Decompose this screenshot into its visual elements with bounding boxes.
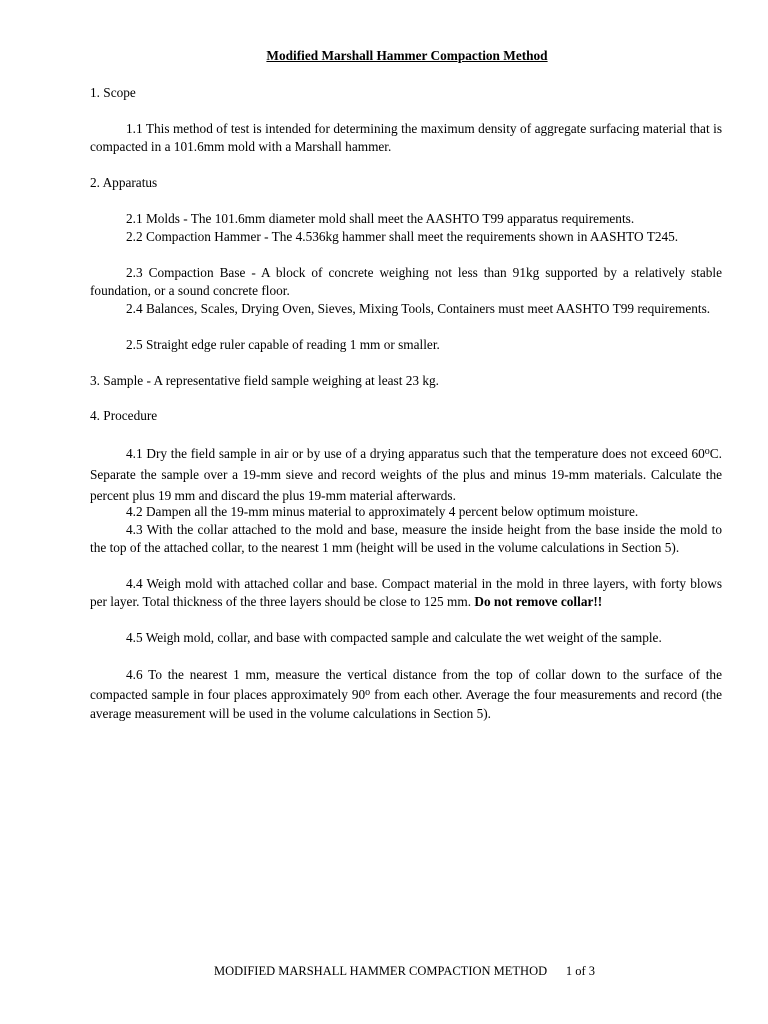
item-4-3: [90, 521, 722, 557]
item-2-4: [90, 300, 722, 318]
section-heading-apparatus: 2. Apparatus: [90, 175, 158, 190]
footer-title: MODIFIED MARSHALL HAMMER COMPACTION METHOD: [214, 964, 548, 978]
item-4-6-text-a: 4.6 To the nearest 1 mm, measure the vertical distance from the top of collar down to the surface of the compacted sample in four places approximately 90: [90, 667, 722, 702]
item-2-3-text: 2.3 Compaction Base - A block of concrete weighing not less than 91kg supported by a relatively stable foundation, or a sound concrete floor.: [90, 265, 722, 298]
section-heading-procedure: 4. Procedure: [90, 408, 158, 423]
do-not-remove-collar-warning: Do not remove collar!!: [474, 594, 603, 609]
item-4-2-text: 4.2 Dampen all the 19-mm minus material to approximately 4 percent below optimum moisture.: [126, 504, 639, 519]
item-4-1-text-a: 4.1 Dry the field sample in air or by use of a drying apparatus such that the temperature does not exceed 60: [126, 446, 705, 461]
paragraph-1-1: [90, 120, 722, 156]
page-number: 1 of 3: [565, 964, 596, 978]
item-2-3: [90, 264, 722, 300]
item-2-1-text: 2.1 Molds - The 101.6mm diameter mold shall meet the AASHTO T99 apparatus requirements.: [126, 211, 635, 226]
item-2-2: [90, 228, 722, 246]
item-4-4: [90, 575, 722, 611]
item-4-6: [90, 665, 722, 724]
item-2-2-text: 2.2 Compaction Hammer - The 4.536kg hammer shall meet the requirements shown in AASHTO T245.: [126, 229, 679, 244]
section-heading-sample: 3. Sample - A representative field sample weighing at least 23 kg.: [90, 373, 439, 388]
item-2-5: [90, 336, 722, 354]
section-heading-scope: 1. Scope: [90, 85, 136, 100]
item-4-4-text: 4.4 Weigh mold with attached collar and base. Compact material in the mold in three layers, with forty blows per layer. Total thickness of the three layers should be close to 125 mm.: [90, 576, 722, 609]
page-footer: [214, 964, 595, 979]
item-4-5: [90, 629, 722, 647]
degree-symbol: o: [365, 686, 371, 698]
item-4-1-text-b: C. Separate the sample over a 19-mm sieve and record weights of the plus and minus 19-mm materials. Calculate the percent plus 19 mm and discard the plus 19-mm material afterwards.: [90, 446, 722, 503]
item-4-2: [90, 503, 722, 521]
item-4-6-text-b: from each other. Average the four measurements and record (the average measurement will be used in the volume calculations in Section 5).: [90, 686, 723, 721]
paragraph-1-1-text: 1.1 This method of test is intended for determining the maximum density of aggregate surfacing material that is compacted in a 101.6mm mold with a Marshall hammer.: [90, 121, 722, 154]
item-2-4-text: 2.4 Balances, Scales, Drying Oven, Sieves, Mixing Tools, Containers must meet AASHTO T99 requirements.: [126, 301, 711, 316]
item-4-1: [90, 443, 722, 506]
item-2-1: [90, 210, 722, 228]
degree-symbol: o: [704, 446, 710, 457]
document-title: Modified Marshall Hammer Compaction Method: [266, 48, 548, 63]
item-2-5-text: 2.5 Straight edge ruler capable of reading 1 mm or smaller.: [126, 337, 440, 352]
item-4-3-text: 4.3 With the collar attached to the mold and base, measure the inside height from the base inside the mold to the top of the attached collar, to the nearest 1 mm (height will be used in the volume calculations in Section 5).: [90, 522, 722, 555]
item-4-5-text: 4.5 Weigh mold, collar, and base with compacted sample and calculate the wet weight of the sample.: [126, 630, 662, 645]
